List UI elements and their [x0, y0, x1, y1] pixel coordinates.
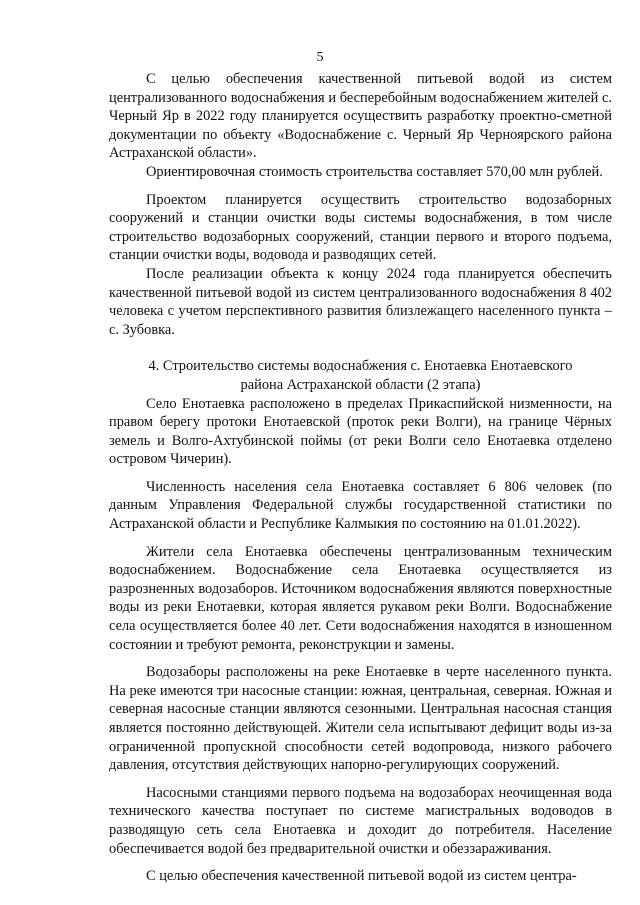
paragraph: Проектом планируется осуществить строительство водозаборных сооружений и станции очистки воды системы водоснабжения, в том числе строительство водозаборных сооружений, станции первого и второго подъема, станции очистки воды, водовода и разводящих сетей. — [109, 191, 612, 264]
paragraph: С целью обеспечения качественной питьевой водой из систем централизованного водоснабжения и бесперебойным водоснабжением жителей с. Черный Яр в 2022 году планируется осуществить разработку проектно-сметной документации по объекту «Водоснабжение с. Черный Яр Черноярского района Астраханской области». — [109, 71, 612, 162]
paragraph: Жители села Енотаевка обеспечены централизованным техническим водоснабжением. Водоснабжение села Енотаевка осуществляется из разрозненных водозаборов. Источником водоснабжения являются поверхностные воды из реки Енотаевки, которая является рукавом реки Волги. Водоснабжение села осуществляется более 40 лет. Сети водоснабжения находятся в изношенном состоянии и требуют ремонта, реконструкции и замены. — [109, 543, 612, 653]
paragraph: После реализации объекта к концу 2024 года планируется обеспечить качественной питьевой водой из систем централизованного водоснабжения 8 402 человека с учетом перспективного развития близлежащего населенного пункта – с. Зубовка. — [109, 265, 612, 338]
document-body — [109, 70, 612, 885]
paragraph: Село Енотаевка расположено в пределах Прикаспийской низменности, на правом берегу протоки Енотаевской (проток реки Волги), на границе Чёрных земель и Волго-Ахтубинской поймы (от реки Волги село Енотаевка отделено островом Чичерин). — [109, 395, 612, 468]
section-heading: 4. Строительство системы водоснабжения с. Енотаевка Енотаевского района Астраханской области (2 этапа) — [148, 358, 573, 393]
paragraph: Насосными станциями первого подъема на водозаборах неочищенная вода технического качества поступает по системе магистральных водоводов в разводящую сеть села Енотаевка и доходит до потребителя. Население обеспечивается водой без предварительной очистки и обеззараживания. — [109, 784, 612, 857]
paragraph: Ориентировочная стоимость строительства составляет 570,00 млн рублей. — [146, 163, 603, 180]
page-number: 5 — [316, 50, 324, 65]
paragraph: Водозаборы расположены на реке Енотаевке в черте населенного пункта. На реке имеются три насосные станции: южная, центральная, северная. Южная и северная насосные станции являются сезонными. Центральная насосная станция является постоянно действующей. Жители села испытывают дефицит воды из-за ограниченной пропускной способности сетей водопровода, низкого рабочего давления, отсутствия действующих напорно-регулирующих сооружений. — [109, 664, 612, 774]
paragraph: Численность населения села Енотаевка составляет 6 806 человек (по данным Управления Федеральной службы государственной статистики по Астраханской области и Республике Калмыкия по состоянию на 01.01.2022). — [109, 478, 612, 533]
paragraph-continued: С целью обеспечения качественной питьевой водой из систем центра- — [146, 868, 577, 885]
